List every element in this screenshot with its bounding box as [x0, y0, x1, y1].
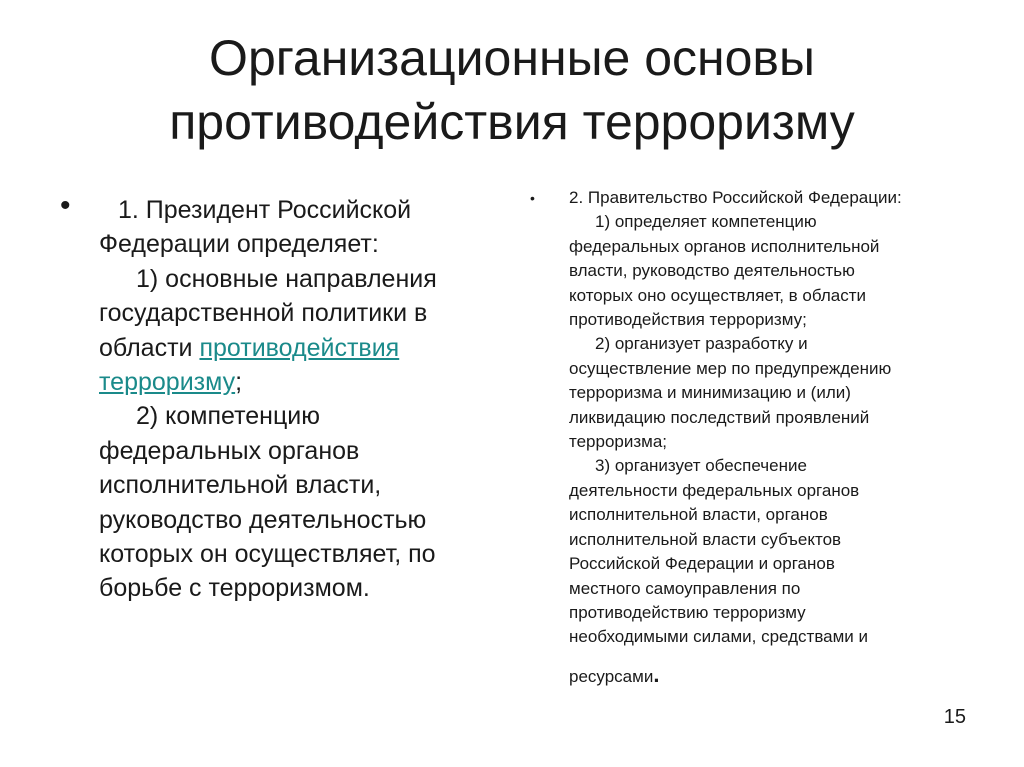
government-point-3: 3) организует обеспечение: [595, 456, 807, 476]
president-line-8: федеральных органов: [99, 436, 360, 465]
government-line-17: местного самоуправления по: [569, 578, 801, 598]
president-line-6-text: ;: [235, 368, 243, 397]
government-line-13: деятельности федеральных органов: [569, 480, 860, 500]
government-point-2: 2) организует разработку и: [595, 334, 808, 354]
government-line-4: власти, руководство деятельностью: [569, 261, 855, 281]
government-item: [530, 186, 990, 689]
government-line-6: противодействия терроризму;: [569, 310, 807, 330]
government-line-10: ликвидацию последствий проявлений: [569, 407, 870, 427]
government-line-11: терроризма;: [569, 432, 668, 452]
right-column: [530, 186, 990, 689]
left-column: [60, 189, 500, 606]
president-item: [60, 193, 500, 606]
government-line-19: необходимыми силами, средствами и: [569, 627, 869, 647]
president-line-6: [99, 365, 500, 399]
bullet-icon: •: [60, 189, 71, 222]
government-line-9: терроризма и минимизацию и (или): [569, 383, 851, 403]
title-line-2: противодействия терроризму: [169, 94, 855, 150]
president-line-5-text: области: [99, 333, 200, 362]
president-line-9: исполнительной власти,: [99, 471, 382, 500]
government-line-20: [569, 663, 990, 689]
page-number: 15: [943, 706, 966, 728]
counter-terrorism-link[interactable]: противодействия: [199, 333, 400, 362]
president-line-5: [99, 331, 500, 365]
government-heading: 2. Правительство Российской Федерации:: [569, 188, 902, 207]
government-line-14: исполнительной власти, органов: [569, 505, 828, 525]
government-line-8: осуществление мер по предупреждению: [569, 358, 892, 378]
president-line-11: которых он осуществляет, по: [99, 540, 436, 569]
slide-title: [60, 26, 964, 154]
title-line-1: Организационные основы: [209, 30, 815, 86]
government-line-16: Российской Федерации и органов: [569, 554, 835, 574]
government-point-1: 1) определяет компетенцию: [595, 212, 817, 232]
government-line-20-text: ресурсами: [569, 666, 654, 686]
president-line-10: руководство деятельностью: [99, 505, 427, 534]
government-line-3: федеральных органов исполнительной: [569, 236, 880, 256]
government-line-18: противодействию терроризму: [569, 602, 806, 622]
president-line-12: борьбе с терроризмом.: [99, 574, 370, 603]
final-period: .: [653, 661, 660, 687]
government-line-5: которых оно осуществляет, в области: [569, 285, 867, 305]
president-line-2: Федерации определяет:: [99, 230, 379, 259]
president-point-1: 1) основные направления: [136, 264, 437, 293]
president-heading: 1. Президент Российской: [118, 196, 412, 224]
president-line-4: государственной политики в: [99, 299, 428, 328]
counter-terrorism-link-continued[interactable]: терроризму: [99, 368, 236, 397]
government-line-15: исполнительной власти субъектов: [569, 529, 842, 549]
president-point-2: 2) компетенцию: [136, 402, 321, 431]
bullet-icon: •: [530, 190, 535, 206]
